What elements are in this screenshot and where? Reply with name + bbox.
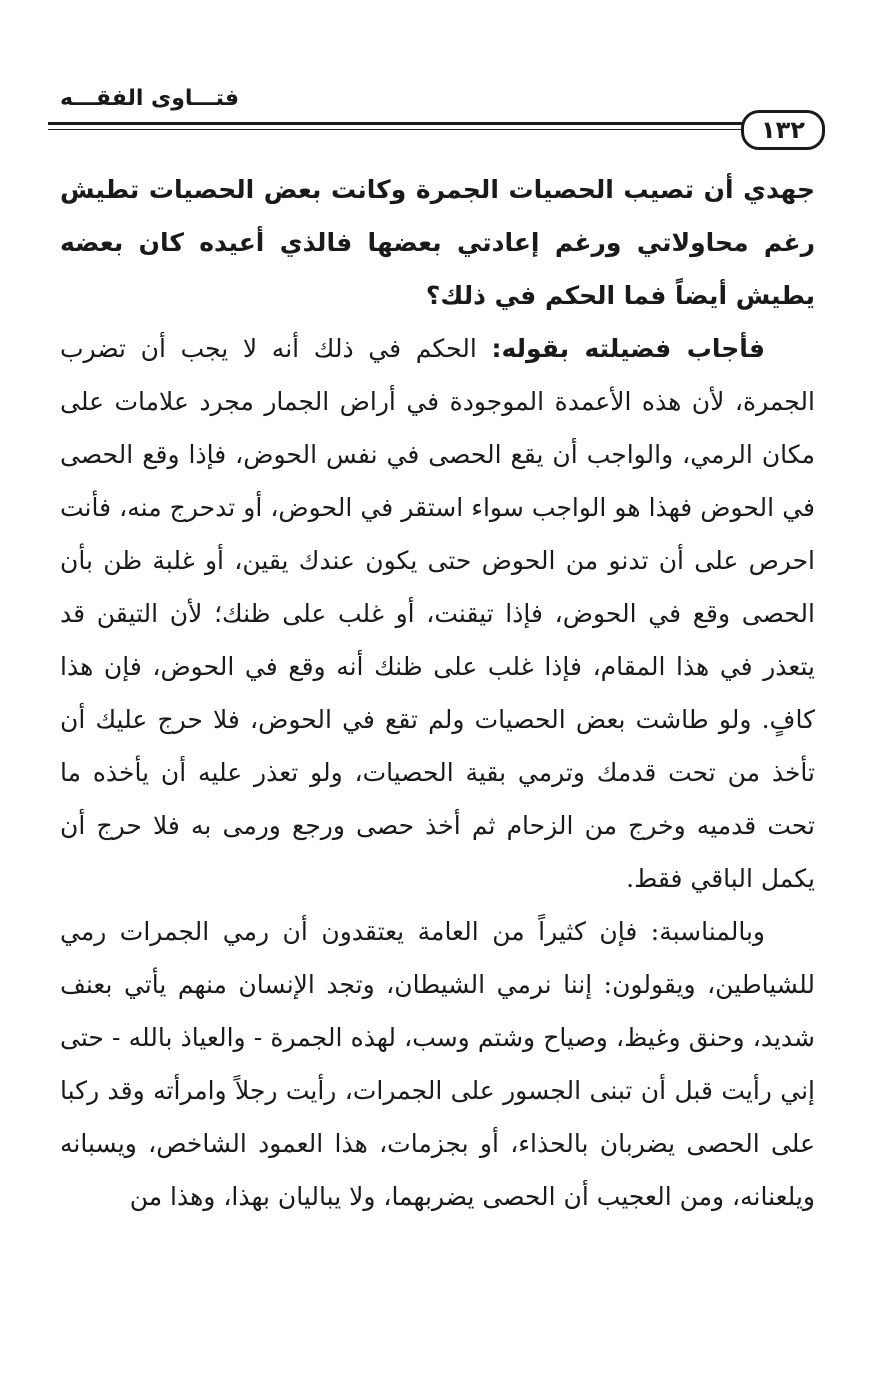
question-text: جهدي أن تصيب الحصيات الجمرة وكانت بعض الحصيات تطيش رغم محاولاتي ورغم إعادتي بعضها فالذي أعيده كان بعضه يطيش أيضاً فما الحكم في ذلك؟	[60, 175, 815, 310]
running-header-title: فتـــاوى الفقـــه	[60, 86, 240, 111]
answer-text: الحكم في ذلك أنه لا يجب أن تضرب الجمرة، لأن هذه الأعمدة الموجودة في أراض الجمار مجرد علامات على مكان الرمي، والواجب أن يقع الحصى في نفس الحوض، فإذا وقع الحصى في الحوض فهذا هو الواجب سواء استقر في الحوض، أو تدحرج منه، فأنت احرص على أن تدنو من الحوض حتى يكون عندك يقين، أو غلبة ظن بأن الحصى وقع في الحوض، فإذا تيقنت، أو غلب على ظنك؛ لأن التيقن قد يتعذر في هذا المقام، فإذا غلب على ظنك أنه وقع في الحوض، فإن هذا كافٍ. ولو طاشت بعض الحصيات ولم تقع في الحوض، فلا حرج عليك أن تأخذ من تحت قدمك وترمي بقية الحصيات، ولو تعذر عليه أن يأخذه ما تحت قدميه وخرج من الزحام ثم أخذ حصى ورجع ورمى به فلا حرج أن يكمل الباقي فقط.	[60, 334, 815, 893]
header-rule	[48, 122, 758, 125]
header-rule-thin	[48, 129, 758, 130]
commentary-paragraph: وبالمناسبة: فإن كثيراً من العامة يعتقدون أن رمي الجمرات رمي للشياطين، ويقولون: إننا نرمي الشيطان، وتجد الإنسان منهم يأتي بعنف شديد، وحنق وغيظ، وصياح وشتم وسب، لهذه الجمرة - والعياذ بالله - حتى إني رأيت قبل أن تبنى الجسور على الجمرات، رأيت رجلاً وامرأته وقد ركبا على الحصى يضربان بالحذاء، أو بجزمات، هذا العمود الشاخص، ويسبانه ويلعنانه، ومن العجيب أن الحصى يضربهما، ولا يباليان بهذا، وهذا من	[60, 917, 815, 1211]
answer-lead: فأجاب فضيلته بقوله:	[491, 334, 765, 363]
page-number-badge: ١٣٢	[741, 110, 825, 150]
answer-paragraph	[60, 322, 815, 905]
page-body	[60, 163, 815, 1223]
